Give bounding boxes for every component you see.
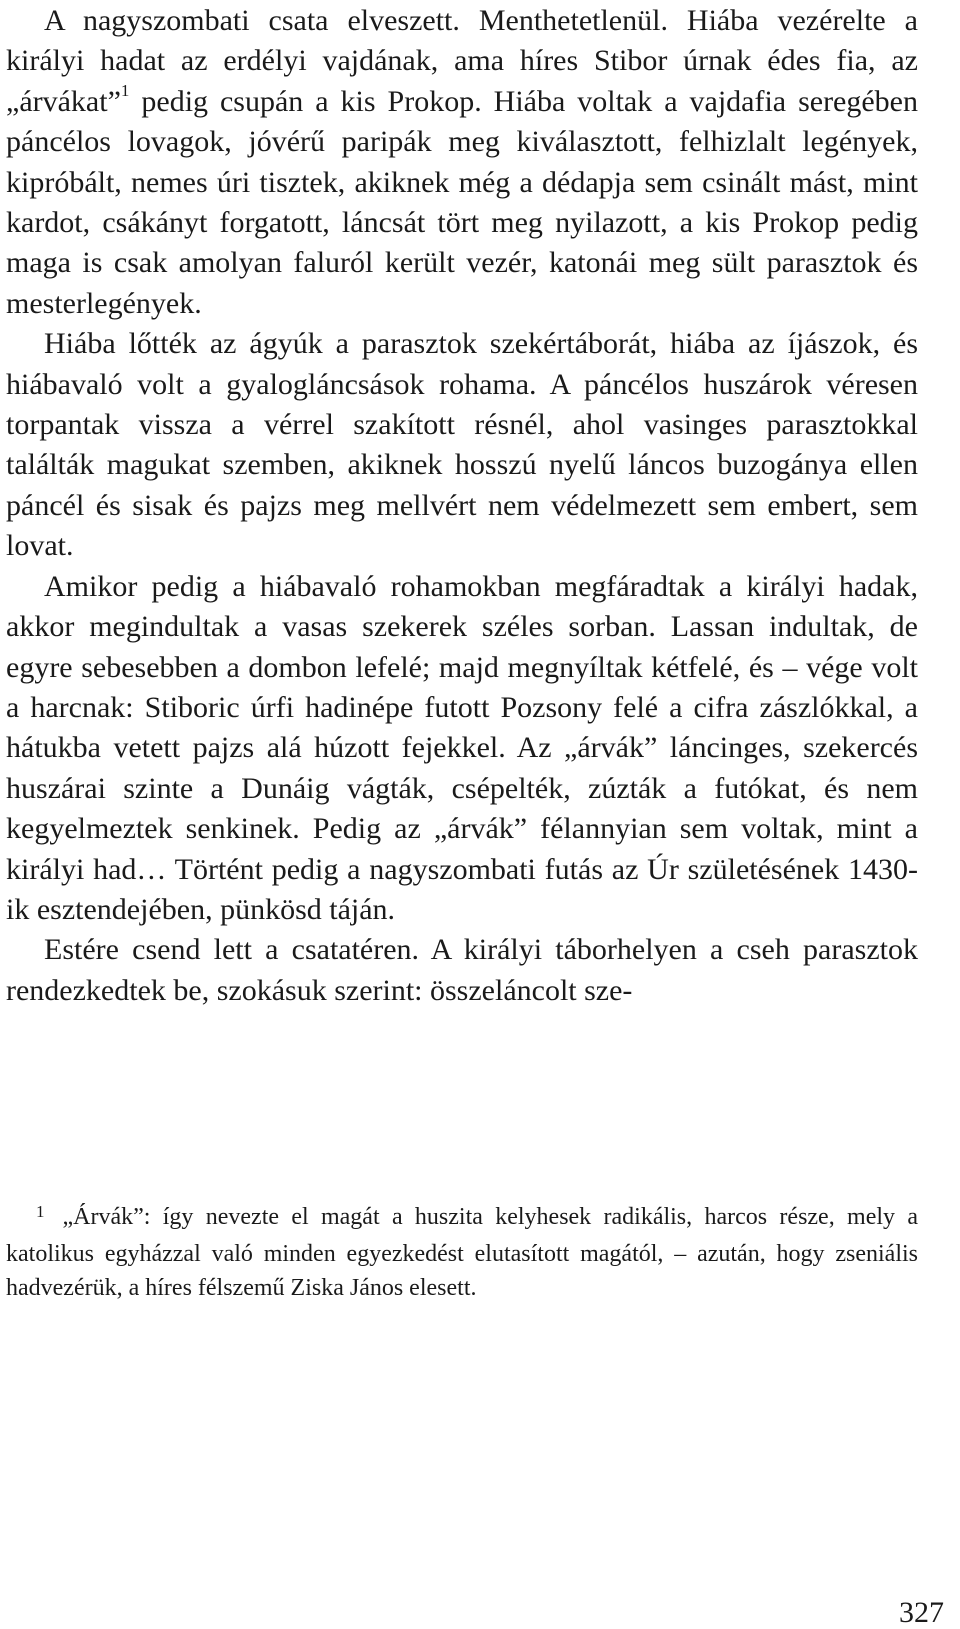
- paragraph-text: pedig csupán a kis Prokop. Hiába voltak a vajdafia seregében páncélos lovagok, jóvérű paripák meg kiválasztott, felhizlalt legények, kipróbált, nemes úri tisztek, akiknek még a dédapja sem csinált mást, mint kardot, csákányt forgatott, láncsát tört meg nyilazott, a kis Prokop pedig maga is csak amolyan faluról került vezér, katonái meg sült parasztok és mesterlegények.: [6, 84, 918, 320]
- main-text: [6, 1, 918, 1011]
- footnote-marker: 1: [36, 1202, 45, 1221]
- paragraph-text: A nagyszombati csata elveszett. Menthetetlenül. Hiába vezérelte a királyi hadat az erdélyi vajdának, ama híres Stibor úrnak édes fia, az „árvákat”: [6, 4, 918, 118]
- paragraph: Amikor pedig a hiábavaló rohamokban megfáradtak a királyi hadak, akkor megindultak a vasas szekerek széles sorban. Lassan indultak, de egyre sebesebben a dombon lefelé; majd megnyíltak kétfelé, és – vége volt a harcnak: Stiboric úrfi hadinépe futott Pozsony felé a cifra zászlókkal, a hátukba vetett pajzs alá húzott fejekkel. Az „árvák” láncinges, szekercés huszárai szinte a Dunáig vágták, csépelték, zúzták a futókat, és nem kegyelmeztek senkinek. Pedig az „árvák” félannyian sem voltak, mint a királyi had… Történt pedig a nagyszombati futás az Úr születésének 1430-ik esztendejében, pünkösd táján.: [6, 569, 918, 926]
- footnote-paragraph: [6, 1200, 918, 1306]
- footnote: [6, 1200, 918, 1306]
- paragraph: Hiába lőtték az ágyúk a parasztok szekértáborát, hiába az íjászok, és hiábavaló volt a gyalogláncsások rohama. A páncélos huszárok véresen torpantak vissza a vérrel szakított résnél, ahol vasinges parasztokkal találták magukat szemben, akiknek hosszú nyelű láncos buzogánya ellen páncél és sisak és pajzs meg mellvért nem védelmezett sem embert, sem lovat.: [6, 327, 918, 563]
- page-number: 327: [899, 1596, 944, 1629]
- paragraph: [6, 1, 918, 324]
- footnote-reference: 1: [120, 80, 130, 100]
- footnote-text: „Árvák”: így nevezte el magát a huszita kelyhesek radikális, harcos része, mely a katolikus egyházzal való minden egyezkedést elutasított magától, – azután, hogy zseniális hadvezérük, a híres félszemű Ziska János elesett.: [6, 1204, 918, 1301]
- paragraph: Estére csend lett a csatatéren. A királyi táborhelyen a cseh parasztok rendezkedtek be, szokásuk szerint: összeláncolt sze-: [6, 933, 918, 1007]
